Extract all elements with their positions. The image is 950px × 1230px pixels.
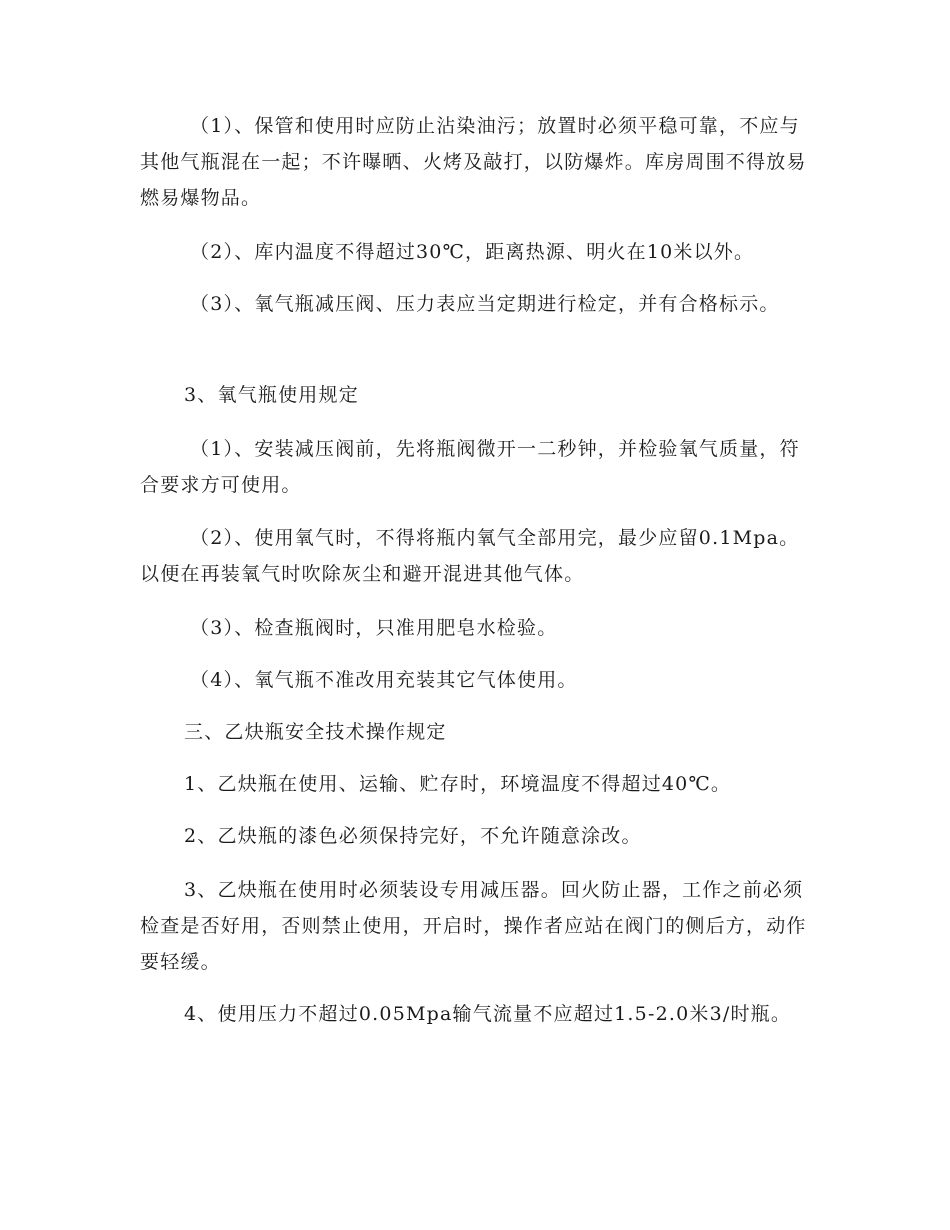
section-heading-oxygen-usage: 3、氧气瓶使用规定 [184,384,359,406]
paragraph-6: （3）、检查瓶阀时，只准用肥皂水检验。 [190,617,558,639]
paragraph-2: （2）、库内温度不得超过30℃，距离热源、明火在10米以外。 [190,241,755,263]
paragraph-9: 2、乙炔瓶的漆色必须保持完好，不允许随意涂改。 [184,825,642,847]
paragraph-3: （3）、氧气瓶减压阀、压力表应当定期进行检定，并有合格标示。 [190,293,780,315]
paragraph-10: 3、乙炔瓶在使用时必须装设专用减压器。回火防止器，工作之前必须检查是否好用，否则禁止使用，开启时，操作者应站在阀门的侧后方，动作要轻缓。 [140,879,807,973]
paragraph-7: （4）、氧气瓶不准改用充装其它气体使用。 [190,669,578,691]
paragraph-8: 1、乙炔瓶在使用、运输、贮存时，环境温度不得超过40℃。 [184,773,732,795]
paragraph-11: 4、使用压力不超过0.05Mpa输气流量不应超过1.5-2.0米3/时瓶。 [184,1003,792,1025]
paragraph-1: （1）、保管和使用时应防止沾染油污；放置时必须平稳可靠，不应与其他气瓶混在一起；不许曝晒、火烤及敲打，以防爆炸。库房周围不得放易燃易爆物品。 [140,115,807,209]
section-heading-acetylene: 三、乙炔瓶安全技术操作规定 [184,721,447,743]
paragraph-4: （1）、安装减压阀前，先将瓶阀微开一二秒钟，并检验氧气质量，符合要求方可使用。 [140,438,800,496]
paragraph-5: （2）、使用氧气时，不得将瓶内氧气全部用完，最少应留0.1Mpa。以便在再装氧气时吹除灰尘和避开混进其他气体。 [140,527,800,585]
